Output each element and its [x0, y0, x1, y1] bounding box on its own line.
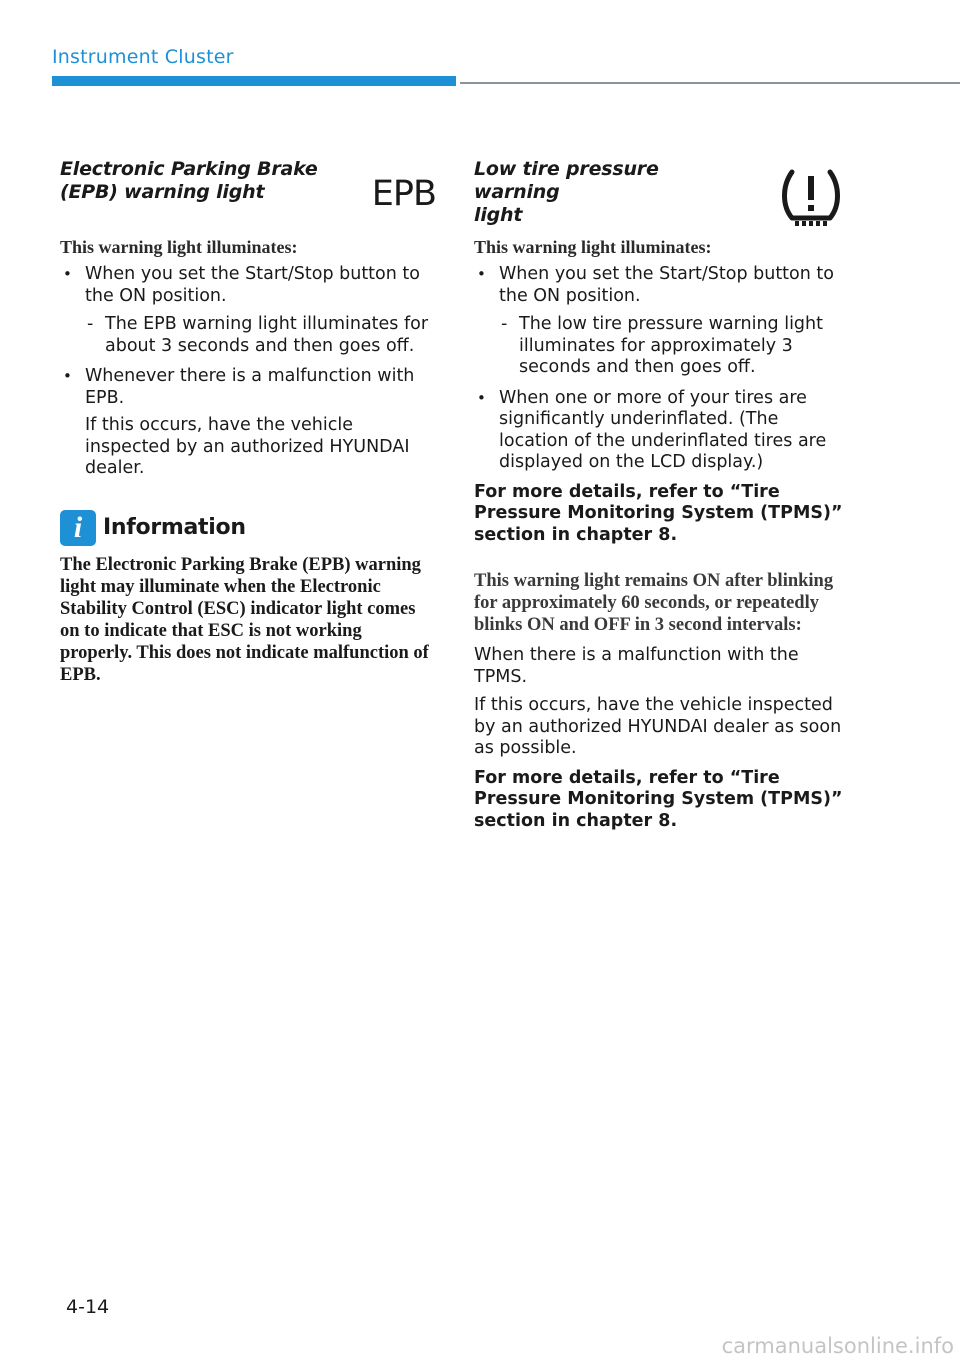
- watermark: carmanualsonline.info: [721, 1334, 954, 1358]
- sub-list-item: - The EPB warning light illuminates for about 3 seconds and then goes off.: [87, 314, 429, 356]
- tpms-warning-icon: [778, 166, 844, 228]
- list-item: • Whenever there is a malfunction with EPB. If this occurs, have the vehicle inspected by an authorized HYUNDAI dealer.: [60, 366, 438, 480]
- remains-on-heading: This warning light remains ON after blinking for approximately 60 seconds, or repeatedly blinks ON and OFF in 3 second intervals:: [474, 571, 834, 635]
- list-item: • When you set the Start/Stop button to the ON position. - The EPB warning light illuminates for about 3 seconds and then goes off.: [60, 264, 438, 357]
- page-number: 4-14: [66, 1296, 110, 1318]
- inspect-text: If this occurs, have the vehicle inspected by an authorized HYUNDAI dealer as soon as possible.: [474, 695, 842, 758]
- information-heading: [60, 510, 438, 546]
- information-text: The Electronic Parking Brake (EPB) warning light may illuminate when the Electronic Stability Control (ESC) indicator light comes on to indicate that ESC is not working properly. This does not indicate malfunction of EPB.: [60, 554, 429, 685]
- information-label: Information: [103, 515, 246, 540]
- epb-warning-icon: EPB: [371, 174, 436, 214]
- tpms-section-title: Low tire pressure warning light: [474, 158, 659, 226]
- sub-list-item: - The low tire pressure warning light illuminates for approximately 3 seconds and then goes off.: [501, 314, 823, 377]
- tpms-conditions-list: [474, 264, 852, 474]
- section-header-title: Instrument Cluster: [52, 46, 234, 68]
- header-accent-bar: [52, 76, 456, 86]
- epb-section-header: [60, 158, 438, 224]
- left-column: [60, 158, 438, 686]
- list-item: • When one or more of your tires are significantly underinflated. (The location of the underinflated tires are displayed on the LCD display.): [474, 388, 852, 474]
- epb-conditions-list: [60, 264, 438, 480]
- malfunction-text: When there is a malfunction with the TPMS.: [474, 645, 799, 687]
- illuminates-heading: This warning light illuminates:: [60, 237, 298, 257]
- right-column: [474, 158, 852, 832]
- header-divider-line: [460, 82, 960, 84]
- list-item: • When you set the Start/Stop button to the ON position. - The low tire pressure warning light illuminates for approximately 3 seconds and then goes off.: [474, 264, 852, 379]
- info-icon: i: [60, 510, 96, 546]
- illuminates-heading: This warning light illuminates:: [474, 237, 712, 257]
- more-details-note: For more details, refer to “Tire Pressure Monitoring System (TPMS)” section in chapter 8.: [474, 481, 843, 545]
- more-details-note: For more details, refer to “Tire Pressure Monitoring System (TPMS)” section in chapter 8.: [474, 767, 843, 831]
- tpms-section-header: [474, 158, 852, 224]
- list-item-continuation: If this occurs, have the vehicle inspected by an authorized HYUNDAI dealer.: [85, 415, 410, 478]
- epb-section-title: Electronic Parking Brake (EPB) warning light: [60, 158, 318, 203]
